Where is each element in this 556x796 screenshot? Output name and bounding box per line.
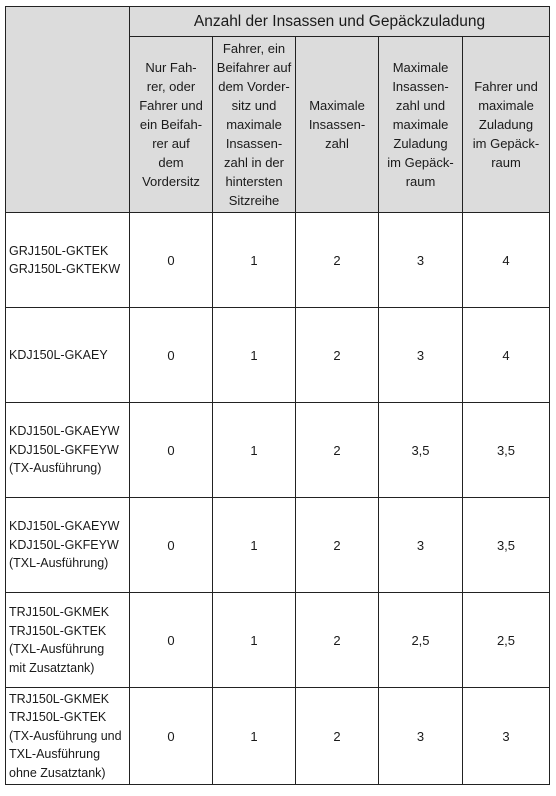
model-variant: ohne Zusatztank) bbox=[9, 765, 106, 780]
value-cell: 3,5 bbox=[463, 498, 550, 593]
column-header-line: raum bbox=[491, 155, 521, 170]
model-cell bbox=[6, 213, 130, 308]
model-variant: (TXL-Ausführung bbox=[9, 642, 105, 656]
value-cell: 0 bbox=[130, 688, 213, 785]
value-cell: 1 bbox=[213, 403, 296, 498]
column-header-line: Beifahrer auf bbox=[216, 60, 292, 75]
table-row bbox=[6, 593, 550, 688]
column-header-line: raum bbox=[405, 174, 436, 189]
column-header-line: Zuladung bbox=[393, 136, 448, 151]
column-header-driver-only bbox=[130, 37, 213, 213]
model-cell bbox=[6, 688, 130, 785]
model-cell bbox=[6, 403, 130, 498]
model-code: GRJ150L-GKTEK bbox=[9, 243, 109, 258]
column-header-line: Fahrer, ein bbox=[222, 41, 286, 56]
column-header-rear-row bbox=[213, 37, 296, 213]
column-header-line: zahl und bbox=[395, 98, 446, 113]
column-header-driver-max-luggage bbox=[463, 37, 550, 213]
column-header-line: im Gepäck- bbox=[472, 136, 540, 151]
load-capacity-table bbox=[5, 6, 550, 785]
column-header-line: zahl bbox=[325, 136, 349, 151]
column-header-line: Zuladung bbox=[478, 117, 534, 132]
table-container bbox=[5, 6, 550, 785]
value-cell: 3 bbox=[463, 688, 550, 785]
column-header-line: Fahrer und bbox=[474, 79, 538, 94]
table-row bbox=[6, 403, 550, 498]
value-cell: 1 bbox=[213, 308, 296, 403]
model-code: TRJ150L-GKMEK bbox=[9, 691, 110, 706]
model-variant: (TX-Ausführung) bbox=[9, 461, 102, 476]
column-header-line: sitz und bbox=[231, 98, 277, 113]
model-variant: (TX-Ausführung und bbox=[9, 728, 122, 743]
value-cell: 2 bbox=[296, 308, 379, 403]
column-header-line: Vordersitz bbox=[142, 174, 200, 189]
column-header-line: Insassen- bbox=[392, 79, 449, 94]
column-header-max-occupants-luggage bbox=[379, 37, 463, 213]
table-row bbox=[6, 308, 550, 403]
value-cell: 1 bbox=[213, 498, 296, 593]
value-cell: 2 bbox=[296, 403, 379, 498]
value-cell: 4 bbox=[463, 213, 550, 308]
column-header-line: im Gepäck- bbox=[387, 155, 454, 170]
value-cell: 3,5 bbox=[379, 403, 463, 498]
value-cell: 4 bbox=[463, 308, 550, 403]
value-cell: 3,5 bbox=[463, 403, 550, 498]
model-code: KDJ150L-GKAEYW bbox=[9, 519, 120, 534]
model-code: KDJ150L-GKFEYW bbox=[9, 442, 119, 457]
model-code: TRJ150L-GKMEK bbox=[9, 605, 110, 619]
value-cell: 1 bbox=[213, 593, 296, 688]
table-row bbox=[6, 688, 550, 785]
model-code: GRJ150L-GKTEKW bbox=[9, 262, 121, 276]
model-code: TRJ150L-GKTEK bbox=[9, 623, 107, 638]
model-cell bbox=[6, 593, 130, 688]
value-cell: 2 bbox=[296, 688, 379, 785]
value-cell: 1 bbox=[213, 213, 296, 308]
value-cell: 2 bbox=[296, 593, 379, 688]
column-header-line: Sitzreihe bbox=[228, 193, 280, 208]
column-header-line: Fahrer und bbox=[139, 98, 203, 113]
column-header-line: Maximale bbox=[309, 98, 365, 113]
value-cell: 0 bbox=[130, 213, 213, 308]
model-code: KDJ150L-GKFEYW bbox=[9, 537, 119, 552]
value-cell: 2,5 bbox=[463, 593, 550, 688]
model-variant: (TXL-Ausführung) bbox=[9, 556, 109, 571]
value-cell: 2 bbox=[296, 498, 379, 593]
value-cell: 3 bbox=[379, 688, 463, 785]
column-header-line: rer auf dem bbox=[152, 136, 190, 170]
column-header-line: maximale bbox=[392, 117, 449, 132]
value-cell: 0 bbox=[130, 403, 213, 498]
model-cell bbox=[6, 498, 130, 593]
column-header-line: dem Vorder- bbox=[218, 79, 290, 94]
value-cell: 2 bbox=[296, 213, 379, 308]
value-cell: 1 bbox=[213, 688, 296, 785]
column-header-line: maximale bbox=[478, 98, 534, 113]
corner-header-cell bbox=[6, 7, 130, 213]
column-header-line: Insassen- bbox=[308, 117, 366, 132]
value-cell: 3 bbox=[379, 308, 463, 403]
value-cell: 0 bbox=[130, 498, 213, 593]
model-variant: mit Zusatztank) bbox=[9, 660, 95, 675]
column-header-max-occupants bbox=[296, 37, 379, 213]
value-cell: 3 bbox=[379, 213, 463, 308]
value-cell: 0 bbox=[130, 593, 213, 688]
table-row bbox=[6, 498, 550, 593]
column-header-line: ein Beifah- bbox=[139, 117, 203, 132]
table-row bbox=[6, 213, 550, 308]
model-cell bbox=[6, 308, 130, 403]
model-variant: TXL-Ausführung bbox=[9, 747, 101, 762]
column-header-line: zahl in der bbox=[224, 155, 284, 170]
value-cell: 3 bbox=[379, 498, 463, 593]
group-header: Anzahl der Insassen und Gepäckzuladung bbox=[130, 7, 550, 37]
model-code: KDJ150L-GKAEY bbox=[9, 347, 108, 362]
column-header-line: Insassen- bbox=[225, 136, 283, 151]
model-code: KDJ150L-GKAEYW bbox=[9, 424, 120, 439]
column-header-line: Nur Fah- bbox=[145, 60, 197, 75]
value-cell: 0 bbox=[130, 308, 213, 403]
column-header-line: maximale bbox=[226, 117, 282, 132]
model-code: TRJ150L-GKTEK bbox=[9, 710, 107, 725]
column-header-line: hintersten bbox=[225, 174, 283, 189]
column-header-line: Maximale bbox=[392, 60, 449, 75]
column-header-line: rer, oder bbox=[146, 79, 196, 94]
value-cell: 2,5 bbox=[379, 593, 463, 688]
